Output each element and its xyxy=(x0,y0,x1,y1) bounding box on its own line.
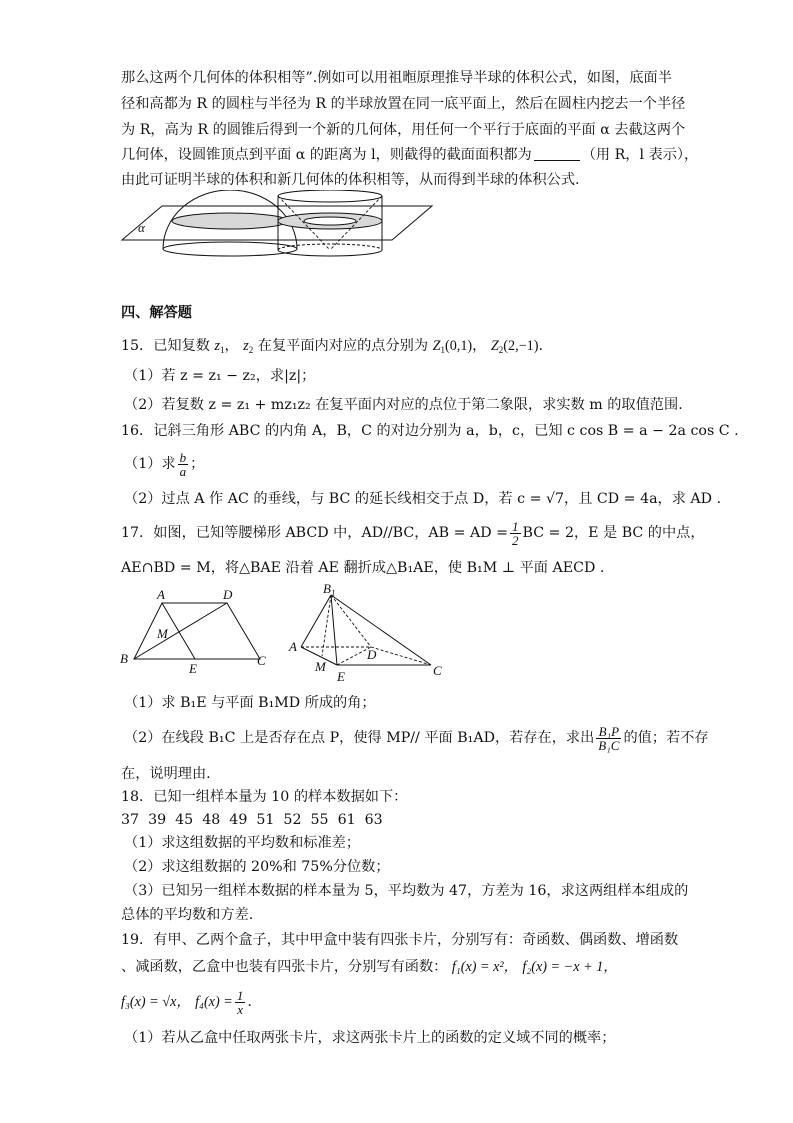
q15-part1: （1）若 z = z₁ − z₂，求|z|； xyxy=(124,368,316,384)
answer-blank[interactable] xyxy=(534,146,580,161)
function-f4: f₄(x) = xyxy=(195,994,233,1010)
z2-letter: z xyxy=(243,338,249,354)
fraction-b-over-a xyxy=(178,451,189,478)
fraction-one-over-x xyxy=(235,989,246,1016)
intro-line-4-text: 几何体，设圆锥顶点到平面 α 的距离为 l，则截得的截面面积都为 xyxy=(121,147,532,163)
fraction-denominator: B₁C xyxy=(598,737,620,753)
point-z2 xyxy=(491,338,539,354)
left-label-M: M xyxy=(157,626,168,641)
intro-line-1: 那么这两个几何体的体积相等”.例如可以用祖暅原理推导半球的体积公式，如图，底面半 xyxy=(121,70,672,86)
q16-part1 xyxy=(124,450,204,478)
q15-part2: （2）若复数 z = z₁ + mz₁z₂ 在复平面内对应的点位于第二象限，求实数 m 的取值范围. xyxy=(124,397,683,413)
section-heading: 四、解答题 xyxy=(121,305,192,321)
q16-stem: 16．记斜三角形 ABC 的内角 A，B，C 的对边分别为 a，b，c，已知 c cos B = a − 2a cos C . xyxy=(121,423,739,439)
left-label-E: E xyxy=(189,661,197,676)
z2-sub: 2 xyxy=(248,345,254,355)
point-z1 xyxy=(433,338,473,354)
q19-stem-2 xyxy=(121,957,618,977)
right-label-B1 xyxy=(323,583,335,598)
right-label-B1-letter: B xyxy=(323,583,331,596)
q18-data: 37 39 45 48 49 51 52 55 61 63 xyxy=(121,812,383,828)
left-label-B: B xyxy=(120,651,128,666)
right-label-D: D xyxy=(367,647,377,662)
q19-stem: 19．有甲、乙两个盒子，其中甲盒中装有四张卡片，分别写有：奇函数、偶函数、增函数 xyxy=(121,932,679,948)
q17-stem-end: BC = 2，E 是 BC 的中点， xyxy=(522,525,705,541)
q15-stem: 15．已知复数 $z_1$， $z_2$ 在复平面内对应的点分别为 $Z_1(0,1)$， $Z_2(2,-1)$. xyxy=(121,338,543,355)
fraction-numerator: b xyxy=(179,449,187,465)
q16-part1-label: （1）求 xyxy=(124,456,176,472)
q17-part2 xyxy=(124,723,709,753)
function-f1: f₁(x) = x²， xyxy=(451,959,518,975)
fraction-one-half xyxy=(510,520,521,547)
q15-stem-start: 15．已知复数 xyxy=(121,338,210,354)
q16-part1-end: ； xyxy=(190,456,205,472)
left-label-A: A xyxy=(157,587,165,602)
point-z1-sub: 1 xyxy=(440,345,445,355)
q18-stem: 18．已知一组样本量为 10 的样本数据如下： xyxy=(121,789,408,805)
z1-symbol xyxy=(215,338,225,354)
z2-symbol xyxy=(243,338,253,354)
point-z1-coord: (0,1) xyxy=(444,338,473,354)
q19-stem-3 xyxy=(121,987,252,1017)
q17-part1: （1）求 B₁E 与平面 B₁MD 所成的角； xyxy=(124,695,376,711)
intro-line-4-tail: （用 R，l 表示）， xyxy=(581,147,699,163)
q16-part2: （2）过点 A 作 AC 的垂线，与 BC 的延长线相交于点 D，若 c = √7，且 CD = 4a，求 AD . xyxy=(124,491,722,507)
fraction-b1p-over-b1c xyxy=(596,725,621,752)
plane-alpha-label: α xyxy=(138,220,145,235)
fraction-denominator: a xyxy=(179,463,187,479)
q18-part2: （2）求这组数据的 20%和 75%分位数； xyxy=(124,859,390,875)
function-f4-end: . xyxy=(247,994,252,1010)
fraction-numerator: 1 xyxy=(236,987,244,1003)
function-f2: f₂(x) = −x + 1， xyxy=(522,959,618,975)
hemisphere-cylinder-figure xyxy=(118,190,438,260)
z1-sub: 1 xyxy=(220,345,225,355)
z1-letter: z xyxy=(214,338,221,354)
q18-part1: （1）求这组数据的平均数和标准差； xyxy=(124,835,361,851)
fraction-numerator: B₁P xyxy=(596,725,621,739)
q17-stem-start: 17．如图，已知等腰梯形 ABCD 中，AD//BC，AB = AD = xyxy=(121,525,508,541)
right-label-E: E xyxy=(337,669,345,683)
point-z2-coord: (2,−1) xyxy=(503,338,539,354)
q17-part2-start: （2）在线段 B₁C 上是否存在点 P，使得 MP// 平面 B₁AD，若存在，求出 xyxy=(124,730,595,746)
q18-part3-cont: 总体的平均数和方差. xyxy=(121,907,254,923)
point-z2-letter: Z xyxy=(490,338,499,354)
function-f3: f₃(x) = √x， xyxy=(121,994,191,1010)
intro-line-3: 为 R，高为 R 的圆锥后得到一个新的几何体，用任何一个平行于底面的平面 α 去截这两个 xyxy=(121,122,686,138)
right-label-B1-sub: 1 xyxy=(330,588,336,598)
fraction-denominator: 2 xyxy=(512,532,519,548)
right-label-A: A xyxy=(289,639,297,654)
intro-line-4 xyxy=(121,145,698,165)
q15-stem-middle: 在复平面内对应的点分别为 xyxy=(257,338,429,354)
point-z2-sub: 2 xyxy=(498,345,504,355)
q17-part2-end: 的值；若不存 xyxy=(623,730,709,746)
fraction-denominator: x xyxy=(237,1001,243,1017)
point-z1-letter: Z xyxy=(432,338,441,354)
q17-stem xyxy=(121,518,705,548)
q17-part2-cont: 在，说明理由. xyxy=(121,766,211,782)
left-label-C: C xyxy=(257,653,266,668)
intro-line-2: 径和高都为 R 的圆柱与半径为 R 的半球放置在同一底平面上，然后在圆柱内挖去一个半径 xyxy=(121,96,686,112)
intro-line-5: 由此可证明半球的体积和新几何体的体积相等，从而得到半球的体积公式. xyxy=(121,172,580,188)
left-label-D: D xyxy=(223,587,233,602)
trapezoid-fold-figure xyxy=(115,583,455,683)
q19-stem-2-text: 、减函数，乙盒中也装有四张卡片，分别写有函数： xyxy=(121,959,448,975)
q18-part3: （3）已知另一组样本数据的样本量为 5，平均数为 47，方差为 16，求这两组样本组成的 xyxy=(124,883,689,899)
right-label-C: C xyxy=(433,663,442,678)
q19-part1: （1）若从乙盒中任取两张卡片，求这两张卡片上的函数的定义域不同的概率； xyxy=(124,1030,616,1046)
fraction-numerator: 1 xyxy=(512,518,519,534)
right-label-M: M xyxy=(315,659,326,674)
q17-stem-2: AE∩BD = M，将△BAE 沿着 AE 翻折成△B₁AE，使 B₁M ⊥ 平面 AECD . xyxy=(121,560,605,576)
